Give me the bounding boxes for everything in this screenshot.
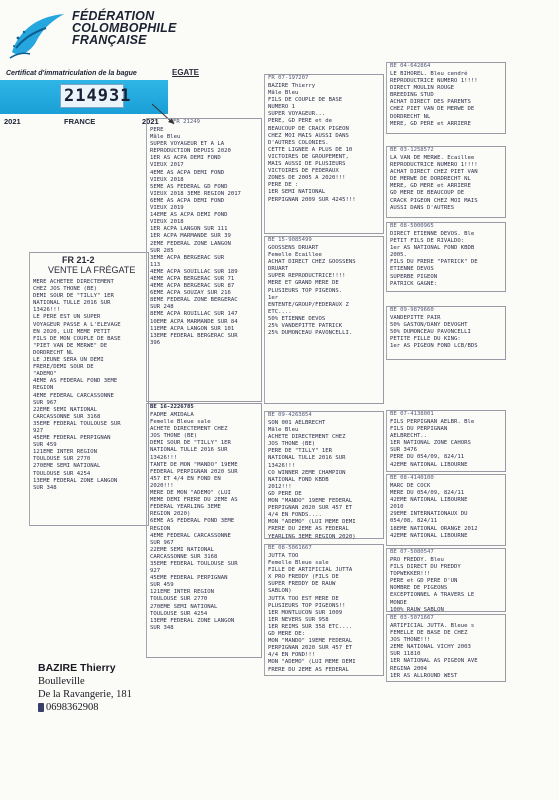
ggp-box-1 xyxy=(386,62,506,134)
main-bird-box xyxy=(29,252,149,526)
breeder-name: BAZIRE Thierry xyxy=(38,662,116,674)
ggp-8-ring: BE 03-5071667 xyxy=(390,615,434,621)
ring-year-left: 2021 xyxy=(4,117,21,126)
pigeon-logo-icon xyxy=(6,8,68,66)
ggp-4-text: VANDEPITTE PAIR 50% GASTON/DANY DEVOGHT 50% DUMONCEAU PAVONCELLI PETITE FILLE DU KING: 1er AS PIGEON FOND LCB/BDS xyxy=(390,315,478,350)
mother-box xyxy=(146,403,262,658)
ggp-3-ring: BE 08-5000965 xyxy=(390,223,434,229)
ggp-box-6 xyxy=(386,474,506,546)
grandfather-paternal-box xyxy=(264,74,384,234)
gp-mm-text: JUTTA TOO Femelle Bleue sale FILLE DE ARTIFICIAL JUTTA X PRO FREDDY (FILS DE SUPER FREDDY DE RAUW SABLON) JUTTA TOO EST MERE DE PLUSIEURS TOP PIGEONS!! 1ER MONTLUCON SUR 1009 1ER NEVERS SUR 958 1ER REIMS SUR 358 ETC.... GD MERE DE: MON "MANDO" 19EME FEDERAL PERPIGNAN 2020 SUR 457 ET 4/4 EN FOND!!! MON "ADEMO" (LUI MEME DEMI FRERE DU 2EME AS FEDERAL xyxy=(268,553,356,673)
main-bird-text: MERE ACHETEE DIRECTEMENT CHEZ JOS THONE (BE) DEMI SOUR DE "TILLY" 1ER NATIONAL TULLE 2016 SUR 13426!!! LE PERE EST UN SUPER VOYAGEUR PASSE A L'ELEVAGE EN 2020, LUI MEME PETIT FILS DE MON COUPLE DE BASE "PIET VAN DE MERWE" DE DORDRECHT NL LE JEUNE SERA UN DEMI FRERE/DEMI SOUR DE "ADEMO" 4EME AS FEDERAL FOND 3EME REGION 4EME FEDERAL CARCASSONNE SUR 967 22EME SEMI NATIONAL CARCASSONNE SUR 3168 35EME FEDERAL TOULOUSE SUR 927 45EME FEDERAL PERPIGNAN SUR 459 121EME INTER REGION TOULOUSE SUR 2770 270EME SEMI NATIONAL TOULOUSE SUR 4254 13EME FEDERAL ZONE LANGON SUR 348 xyxy=(33,279,121,491)
ggp-5-ring: BE 07-4138001 xyxy=(390,411,434,417)
ggp-8-text: ARTIFICIAL JUTTA. Bleue s FEMELLE DE BASE DE CHEZ JOS THONE!!! 2EME NATIONAL VICHY 2003 SUR 11810 1ER NATIONAL AS PIGEON AVE REGINA 2004 1ER AS ALLROUND WEST xyxy=(390,623,478,679)
main-bird-title: VENTE LA FRÉGATE xyxy=(48,265,136,275)
mother-text: FADME AMIDALA Femelle Bleue sale ACHETE DIRECTEMENT CHEZ JOS THONE (BE) DEMI SOUR DE "TILLY" 1ER NATIONAL TULLE 2016 SUR 13426!!! TANTE DE MON "MANDO" 19EME FEDERAL PERPIGNAN 2020 SUR 457 ET 4/4 EN FOND EN 2020!!! MERE DE MON "ADEMO" (LUI MEME DEMI FRERE DU 2EME AS FEDERAL YEARLING 3EME REGION 2020) 6EME AS FEDERAL FOND 3EME REGION 4EME FEDERAL CARCASSONNE SUR 967 22EME SEMI NATIONAL CARCASSONNE SUR 3168 35EME FEDERAL TOULOUSE SUR 927 45EME FEDERAL PERPIGNAN SUR 459 121EME INTER REGION TOULOUSE SUR 2770 270EME SEMI NATIONAL TOULOUSE SUR 4254 13EME FEDERAL ZONE LANGON SUR 348 xyxy=(150,412,238,631)
ggp-2-text: LA VAN DE MERWE. Ecaillee REPRODUCTRICE NUMERO 1!!!! ACHAT DIRECT CHEZ PIET VAN DE MERWE DE DORDRECHT NL MERE, GD MERE et ARRIERE GD MERE DE BEAUCOUP DE CRACK PIGEON CHEZ MOI MAIS AUSSI DANS D'AUTRES xyxy=(390,155,478,211)
gp-ff-ring: FR 07-197207 xyxy=(268,75,309,81)
ring-number: 214931 xyxy=(64,86,132,106)
breeder-city: Boulleville xyxy=(38,676,85,687)
gp-ff-text: BAZIRE Thierry Mâle Bleu FILS DE COUPLE DE BASE NUMERO 1 SUPER VOYAGEUR... PERE, GD PERE et de BEAUCOUP DE CRACK PIGEON CHEZ MOI MAIS AUSSI DANS D'AUTRES COLONIES. CETTE LIGNEE A PLUS DE 10 VICTOIRES DE GROUPEMENT, MAIS AUSSI DE PLUSIEURS VICTOIRES DE FEDERAUX ZONES DE 2005 A 2020!!! PERE DE : 1ER SEMI NATIONAL PERPIGNAN 2009 SUR 4245!!! xyxy=(268,83,356,203)
federation-logo xyxy=(6,8,68,66)
ggp-box-2 xyxy=(386,146,506,218)
certificate-label: Certificat d'immatriculation de la bague xyxy=(6,70,137,77)
grandfather-maternal-box xyxy=(264,411,384,539)
bird-name: EGATE xyxy=(172,68,199,77)
ggp-6-ring: BE 08-4140100 xyxy=(390,475,434,481)
phone-icon xyxy=(38,703,44,712)
grandmother-maternal-box xyxy=(264,544,384,676)
breeder-phone: 0698362908 xyxy=(46,702,99,713)
ggp-box-5 xyxy=(386,410,506,472)
ggp-1-ring: BE 04-642864 xyxy=(390,63,431,69)
ggp-box-8 xyxy=(386,614,506,682)
ggp-box-7 xyxy=(386,548,506,612)
father-text: PERE Mâle Bleu SUPER VOYAGEUR ET A LA REPRODUCTION DEPUIS 2020 1ER AS ACPA DEMI FOND VIEUX 2017 4EME AS ACPA DEMI FOND VIEUX 2018 5EME AS FEDERAL GD FOND VIEUX 2018 3EME REGION 2017 6EME AS ACPA DEMI FOND VIEUX 2019 14EME AS ACPA DEMI FOND VIEUX 2018 1ER ACPA LANGON SUR 111 1ER ACPA MARMANDE SUR 39 2EME FEDERAL ZONE LANGON SUR 285 3EME ACPA BERGERAC SUR 113 4EME ACPA SOUILLAC SUR 189 4EME ACPA BERGERAC SUR 71 4EME ACPA BERGERAC SUR 87 6EME ACPA SOUZAY SUR 216 8EME FEDERAL ZONE BERGERAC SUR 248 8EME ACPA ROUILLAC SUR 147 10EME ACPA MARMANDE SUR 84 11EME ACPA LANGON SUR 101 13EME FEDERAL BERGERAC SUR 396 xyxy=(150,127,241,346)
ggp-1-text: LE BIHOREL. Bleu cendré REPRODUCTRICE NUMERO 1!!!! DIRECT MOULIN ROUGE BREEDING STUD ACHAT DIRECT DES PARENTS CHEZ PIET VAN DE MERWE DE DORDRECHT NL MERE, GD PERE et ARRIERE xyxy=(390,71,478,127)
ggp-7-text: PRO FREDDY. Bleu FILS DIRECT DU FREDDY TOPWEKKER!!! PERE et GD PERE D'UN NOMBRE DE PIGEONS EXCEPTIONNEL A TRAVERS LE MONDE 100% RAUW SABLON xyxy=(390,557,475,613)
ggp-box-4 xyxy=(386,306,506,360)
breeder-phone-row xyxy=(38,701,132,714)
gp-mf-text: SON 001 AELBRECHT Mâle Bleu ACHETE DIRECTEMENT CHEZ JOS THONE (BE) PERE DE "TILLY" 1ER NATIONAL TULLE 2016 SUR 13426!!! CO WINNER 2EME CHAMPION NATIONAL FOND KBDB 2012!!! GD PERE DE MON "MANDO" 19EME FEDERAL PERPIGNAN 2020 SUR 457 ET 4/4 EN FONDS.... MON "ADEMO" (LUI MEME DEMI FRERE DU 2EME AS FEDERAL YEARLING 3EME REGION 2020) xyxy=(268,420,356,540)
gp-mm-ring: BE 08-5061667 xyxy=(268,545,312,551)
gp-fm-ring: BE 15-9085499 xyxy=(268,237,312,243)
ggp-5-text: FILS PERPIGNAN AELBR. Ble FILS DU PERPIGNAN AELBRECHT.. 1ER NATIONAL ZONE CAHORS SUR 3476 PERE DU 054/09, 824/11 42EME NATIONAL LIBOURNE xyxy=(390,419,475,468)
federation-title xyxy=(72,10,176,46)
gp-mf-ring: BE 09-4263854 xyxy=(268,412,312,418)
ring-year-right: 2021 xyxy=(142,117,159,126)
ggp-3-text: DIRECT ETIENNE DEVOS. Ble PETIT FILS DE RIVALDO: 1er AS NATIONAL FOND KBDB 2005. FILS DU FRERE "PATRICK" DE ETIENNE DEVOS SUPERBE PIGEON PATRICK GAGNE: xyxy=(390,231,478,287)
mother-ring: BE 16-2226785 xyxy=(150,404,194,410)
ring-country: FRANCE xyxy=(64,117,96,126)
federation-line-2: COLOMBOPHILE xyxy=(72,21,177,35)
ggp-7-ring: BE 07-5080547 xyxy=(390,549,434,555)
ggp-2-ring: BE 03-1258572 xyxy=(390,147,434,153)
father-box xyxy=(146,118,262,402)
ggp-4-ring: BE 09-9879660 xyxy=(390,307,434,313)
breeder-street: De la Ravangerie, 181 xyxy=(38,689,132,700)
grandmother-paternal-box xyxy=(264,236,384,404)
ggp-box-3 xyxy=(386,222,506,292)
father-ring: FR 21249 xyxy=(173,119,200,125)
main-bird-badge: FR 21-2 xyxy=(62,255,95,265)
federation-line-3: FRANÇAISE xyxy=(72,33,147,47)
ggp-6-text: MARC DE COCK MERE DU 054/09, 824/11 42EME NATIONAL LIBOURNE 2010 29EME INTERNATIONAUX DU 054/08, 824/11 18EME NATIONAL ORANGE 2012 42EME NATIONAL LIBOURNE xyxy=(390,483,478,539)
gp-fm-text: GOOSSENS DRUART Femelle Ecaillee ACHAT DIRECT CHEZ GOOSSENS DRUART SUPER REPRODUCTRICE!!!! MERE ET GRAND MERE DE PLUSIEURS TOP PIGEONS. 1er ENTENTE/GROUP/FEDERAUX Z ETC.... 50% ETIENNE DEVOS 25% VANDEPITTE PATRICK 25% DUMONCEAU PAVONCELLI. xyxy=(268,245,356,337)
federation-line-1: FÉDÉRATION xyxy=(72,9,155,23)
breeder-block xyxy=(38,662,132,714)
